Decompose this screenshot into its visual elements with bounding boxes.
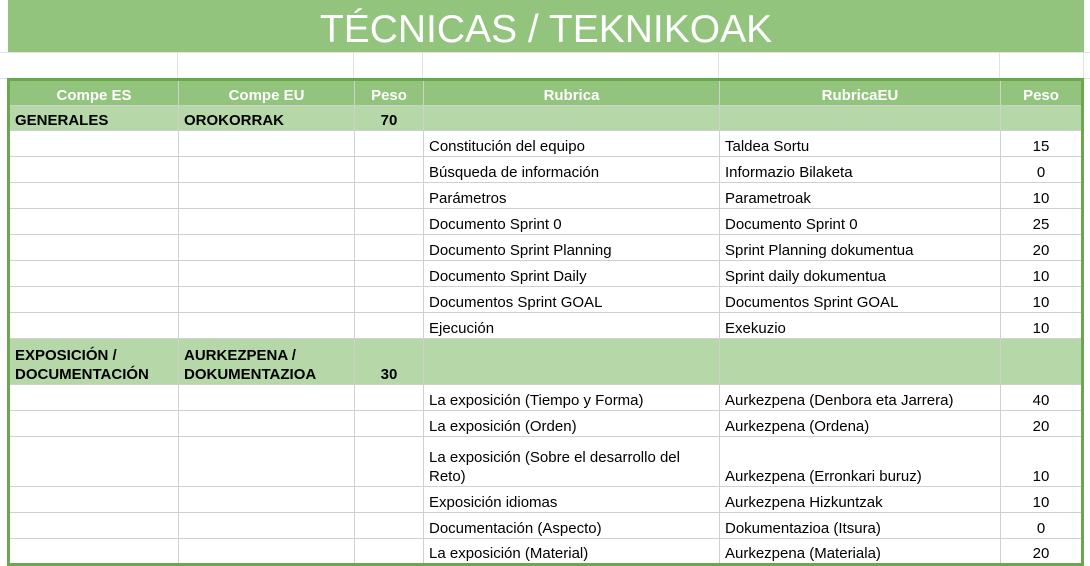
empty-cell[interactable] xyxy=(355,513,424,539)
empty-cell[interactable] xyxy=(9,513,179,539)
rubric-es[interactable]: Documentos Sprint GOAL xyxy=(424,287,720,313)
empty-cell[interactable] xyxy=(9,209,179,235)
empty-cell[interactable] xyxy=(179,513,355,539)
empty-cell[interactable] xyxy=(9,411,179,437)
table-row xyxy=(9,183,1083,209)
header-rubrica-eu[interactable]: RubricaEU xyxy=(720,80,1001,106)
empty-cell[interactable] xyxy=(179,157,355,183)
empty-cell[interactable] xyxy=(179,313,355,339)
rubric-eu[interactable]: Aurkezpena (Ordena) xyxy=(720,411,1001,437)
group-name-eu[interactable]: AURKEZPENA / DOKUMENTAZIOA xyxy=(179,339,355,385)
rubric-es[interactable]: La exposición (Sobre el desarrollo del Reto) xyxy=(424,437,720,487)
rubric-weight[interactable]: 10 xyxy=(1001,261,1083,287)
empty-cell[interactable] xyxy=(355,131,424,157)
empty-cell[interactable] xyxy=(355,411,424,437)
empty-cell[interactable] xyxy=(355,261,424,287)
rubric-eu[interactable]: Exekuzio xyxy=(720,313,1001,339)
group-cell[interactable] xyxy=(424,106,720,131)
header-compe-eu[interactable]: Compe EU xyxy=(179,80,355,106)
group-cell[interactable] xyxy=(720,106,1001,131)
empty-cell[interactable] xyxy=(355,183,424,209)
rubric-es[interactable]: Documentación (Aspecto) xyxy=(424,513,720,539)
empty-cell[interactable] xyxy=(179,261,355,287)
rubric-eu[interactable]: Documento Sprint 0 xyxy=(720,209,1001,235)
rubric-es[interactable]: Documento Sprint Planning xyxy=(424,235,720,261)
rubric-weight[interactable]: 20 xyxy=(1001,411,1083,437)
rubric-es[interactable]: Documento Sprint Daily xyxy=(424,261,720,287)
group-name-es[interactable]: EXPOSICIÓN / DOCUMENTACIÓN xyxy=(9,339,179,385)
empty-cell[interactable] xyxy=(179,385,355,411)
group-cell[interactable] xyxy=(720,339,1001,385)
empty-cell[interactable] xyxy=(9,437,179,487)
empty-cell[interactable] xyxy=(355,209,424,235)
table-row xyxy=(9,385,1083,411)
rubric-es[interactable]: Constitución del equipo xyxy=(424,131,720,157)
rubric-es[interactable]: Búsqueda de información xyxy=(424,157,720,183)
empty-cell[interactable] xyxy=(355,385,424,411)
empty-cell[interactable] xyxy=(355,539,424,565)
rubric-weight[interactable]: 10 xyxy=(1001,313,1083,339)
rubric-eu[interactable]: Aurkezpena (Erronkari buruz) xyxy=(720,437,1001,487)
group-cell[interactable] xyxy=(424,339,720,385)
group-weight[interactable]: 70 xyxy=(355,106,424,131)
table-row xyxy=(9,411,1083,437)
empty-cell[interactable] xyxy=(179,437,355,487)
header-row xyxy=(9,80,1083,106)
table-row xyxy=(9,437,1083,487)
rubric-weight[interactable]: 0 xyxy=(1001,157,1083,183)
empty-cell[interactable] xyxy=(179,411,355,437)
empty-cell[interactable] xyxy=(355,287,424,313)
empty-cell[interactable] xyxy=(179,209,355,235)
empty-cell[interactable] xyxy=(179,131,355,157)
empty-cell[interactable] xyxy=(9,385,179,411)
empty-cell[interactable] xyxy=(9,131,179,157)
group-cell[interactable] xyxy=(1001,106,1083,131)
rubric-es[interactable]: Ejecución xyxy=(424,313,720,339)
empty-cell[interactable] xyxy=(9,157,179,183)
rubric-es[interactable]: La exposición (Material) xyxy=(424,539,720,565)
rubric-es[interactable]: La exposición (Orden) xyxy=(424,411,720,437)
rubric-eu[interactable]: Sprint Planning dokumentua xyxy=(720,235,1001,261)
rubric-weight[interactable]: 20 xyxy=(1001,235,1083,261)
rubric-eu[interactable]: Taldea Sortu xyxy=(720,131,1001,157)
rubric-weight[interactable]: 0 xyxy=(1001,513,1083,539)
rubric-weight[interactable]: 10 xyxy=(1001,287,1083,313)
header-peso[interactable]: Peso xyxy=(355,80,424,106)
table-row xyxy=(9,131,1083,157)
rubric-weight[interactable]: 40 xyxy=(1001,385,1083,411)
empty-cell[interactable] xyxy=(9,287,179,313)
rubric-es[interactable]: La exposición (Tiempo y Forma) xyxy=(424,385,720,411)
group-cell[interactable] xyxy=(1001,339,1083,385)
empty-cell[interactable] xyxy=(355,157,424,183)
table-row xyxy=(9,487,1083,513)
table-row xyxy=(9,157,1083,183)
rubric-eu[interactable]: Aurkezpena (Materiala) xyxy=(720,539,1001,565)
rubric-es[interactable]: Exposición idiomas xyxy=(424,487,720,513)
rubric-eu[interactable]: Aurkezpena (Denbora eta Jarrera) xyxy=(720,385,1001,411)
table-row xyxy=(9,235,1083,261)
rubric-eu[interactable]: Informazio Bilaketa xyxy=(720,157,1001,183)
group-weight[interactable]: 30 xyxy=(355,339,424,385)
header-compe-es[interactable]: Compe ES xyxy=(9,80,179,106)
rubric-eu[interactable]: Parametroak xyxy=(720,183,1001,209)
group-row-exposicion xyxy=(9,339,1083,385)
page-title: TÉCNICAS / TEKNIKOAK xyxy=(8,0,1084,52)
table-row xyxy=(9,209,1083,235)
rubric-weight[interactable]: 10 xyxy=(1001,487,1083,513)
rubric-weight[interactable]: 20 xyxy=(1001,539,1083,565)
rubric-weight[interactable]: 25 xyxy=(1001,209,1083,235)
header-rubrica[interactable]: Rubrica xyxy=(424,80,720,106)
empty-cell[interactable] xyxy=(179,287,355,313)
rubric-eu[interactable]: Dokumentazioa (Itsura) xyxy=(720,513,1001,539)
rubric-es[interactable]: Documento Sprint 0 xyxy=(424,209,720,235)
empty-cell[interactable] xyxy=(355,437,424,487)
group-row-generales xyxy=(9,106,1083,131)
group-name-es[interactable]: GENERALES xyxy=(9,106,179,131)
empty-cell[interactable] xyxy=(9,539,179,565)
empty-cell[interactable] xyxy=(355,487,424,513)
rubric-weight[interactable]: 10 xyxy=(1001,183,1083,209)
table-row xyxy=(9,261,1083,287)
rubric-table xyxy=(7,78,1084,566)
empty-cell[interactable] xyxy=(179,235,355,261)
table-row xyxy=(9,539,1083,565)
empty-cell[interactable] xyxy=(179,183,355,209)
empty-cell[interactable] xyxy=(355,313,424,339)
rubric-weight[interactable]: 15 xyxy=(1001,131,1083,157)
rubric-eu[interactable]: Aurkezpena Hizkuntzak xyxy=(720,487,1001,513)
empty-cell[interactable] xyxy=(9,313,179,339)
empty-cell[interactable] xyxy=(9,487,179,513)
empty-cell[interactable] xyxy=(179,539,355,565)
group-name-eu[interactable]: OROKORRAK xyxy=(179,106,355,131)
header-peso-2[interactable]: Peso xyxy=(1001,80,1083,106)
empty-cell[interactable] xyxy=(9,183,179,209)
table-row xyxy=(9,513,1083,539)
rubric-eu[interactable]: Documentos Sprint GOAL xyxy=(720,287,1001,313)
rubric-eu[interactable]: Sprint daily dokumentua xyxy=(720,261,1001,287)
empty-cell[interactable] xyxy=(355,235,424,261)
empty-cell[interactable] xyxy=(9,235,179,261)
rubric-es[interactable]: Parámetros xyxy=(424,183,720,209)
table-row xyxy=(9,287,1083,313)
table-row xyxy=(9,313,1083,339)
empty-cell[interactable] xyxy=(9,261,179,287)
rubric-weight[interactable]: 10 xyxy=(1001,437,1083,487)
empty-cell[interactable] xyxy=(179,487,355,513)
